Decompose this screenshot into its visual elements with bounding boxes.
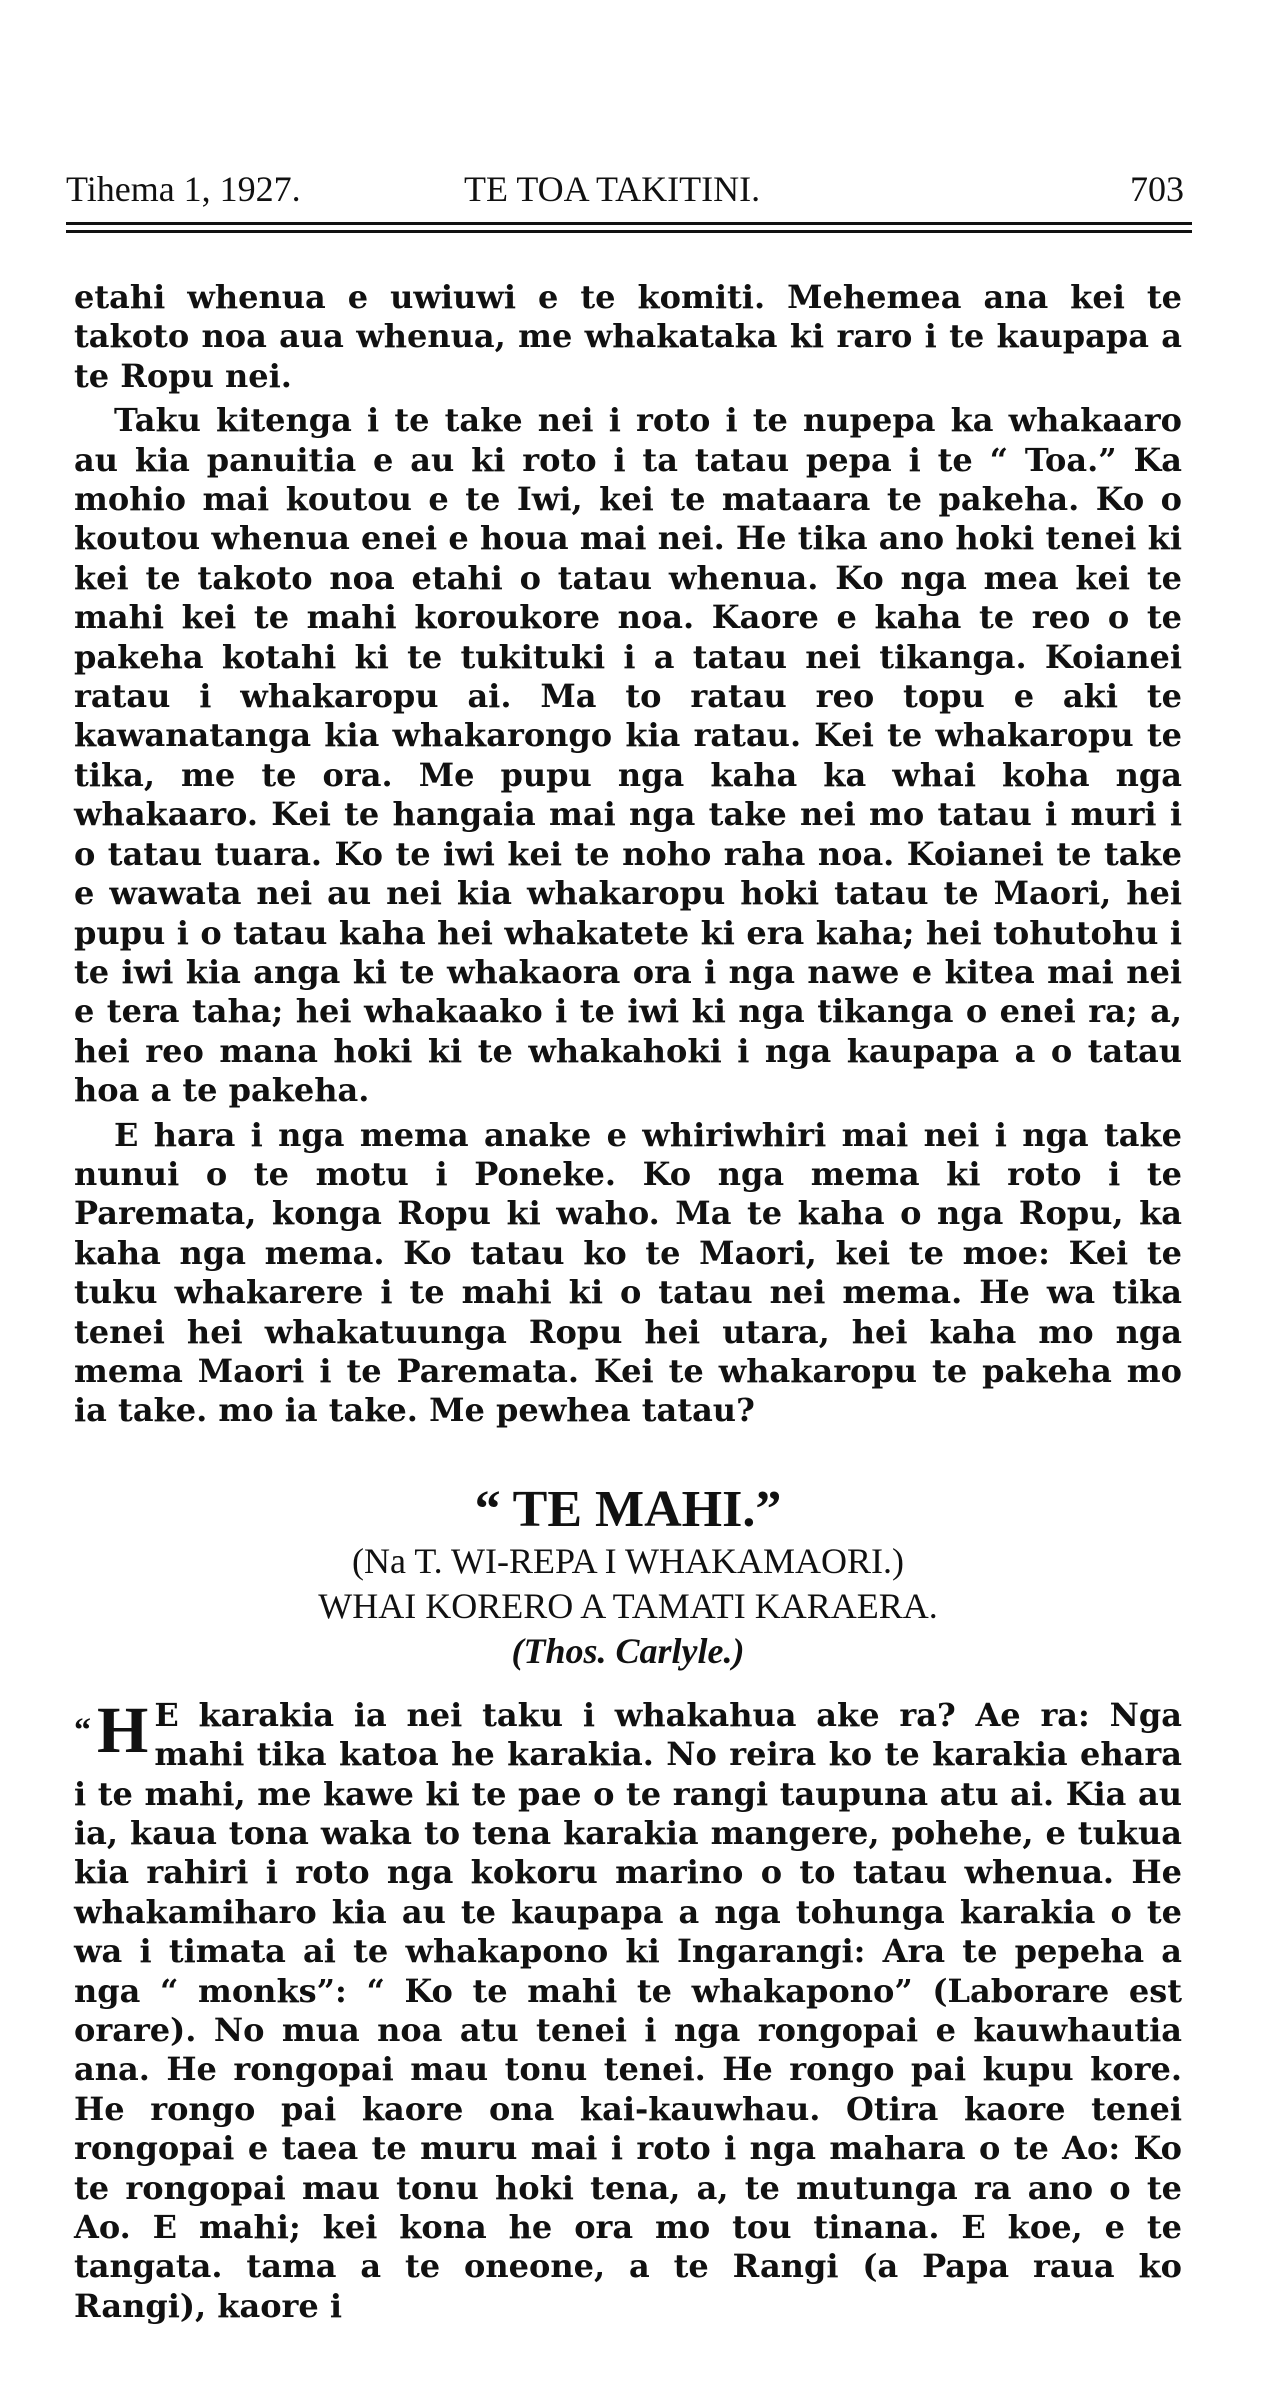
section-subtitle: WHAI KORERO A TAMATI KARAERA. <box>318 1585 938 1626</box>
page-number: 703 <box>1130 169 1184 209</box>
section-byline: (Na T. WI-REPA I WHAKAMAORI.) <box>352 1540 904 1581</box>
essay-paragraph <box>74 1693 1182 2327</box>
page-header <box>66 168 1192 216</box>
header-rule-bottom <box>66 230 1192 233</box>
paragraph-continued: etahi whenua e uwiuwi e te komiti. Mehemea ana kei te takoto noa aua whenua, me whakataka ki raro i te kaupapa a te Ropu nei. <box>74 278 1182 395</box>
paragraph: E hara i nga mema anake e whiriwhiri mai nei i nga take nunui o te motu i Poneke. Ko nga mema ki roto i te Paremata, konga Ropu ki waho. Ma te kaha o nga Ropu, ka kaha nga mema. Ko tatau ko te Maori, kei te moe: Kei te tuku whakarere i te mahi ki o tatau nei mema. He wa tika tenei hei whakatuunga Ropu hei utara, hei kaha mo nga mema Maori i te Paremata. Kei te whakaropu te pakeha mo ia take. mo ia take. Me pewhea tatau? <box>74 1115 1182 1430</box>
section-source: (Thos. Carlyle.) <box>511 1630 745 1671</box>
paragraph: Taku kitenga i te take nei i roto i te nupepa ka whakaaro au kia panuitia e au ki roto i ta tatau pepa i te “ Toa.” Ka mohio mai koutou e te Iwi, kei te mataara te pakeha. Ko o koutou whenua enei e houa mai nei. He tika ano hoki tenei ki kei te takoto noa etahi o tatau whenua. Ko nga mea kei te mahi kei te mahi koroukore noa. Kaore e kaha te reo o te pakeha kotahi ki te tukituki i a tatau nei tikanga. Koianei ratau i whakaropu ai. Ma to ratau reo topu e aki te kawanatanga kia whakarongo kia ratau. Kei te whakaropu te tika, me te ora. Me pupu nga kaha ka whai koha nga whakaaro. Kei te hangaia mai nga take nei mo tatau i muri i o tatau tuara. Ko te iwi kei te noho raha noa. Koianei te take e wawata nei au nei kia whakaropu hoki tatau te Maori, hei pupu i o tatau kaha hei whakatete ki era kaha; hei tohutohu i te iwi kia anga ki te whakaora ora i nga nawe e kitea mai nei e tera taha; hei whakaako i te iwi ki nga tikanga o enei ra; a, hei reo mana hoki ki te whakahoki i nga kaupapa a o tatau hoa a te pakeha. <box>74 401 1182 1110</box>
drop-cap <box>74 1693 149 1770</box>
section-title: “ TE MAHI.” <box>474 1480 782 1538</box>
article-body <box>74 278 1182 2326</box>
drop-cap-quote: “ <box>74 1711 91 1749</box>
drop-cap-letter: H <box>97 1693 149 1767</box>
header-date: Tihema 1, 1927. <box>66 169 301 209</box>
header-rule-top <box>66 222 1192 225</box>
section-heading <box>74 1481 1182 1674</box>
header-title: TE TOA TAKITINI. <box>464 169 761 209</box>
essay-text: E karakia ia nei taku i whakahua ake ra? Ae ra: Nga mahi tika katoa he karakia. No reira ko te karakia ehara i te mahi, me kawe ki te pae o te rangi taupuna atu ai. Kia au ia, kaua tona waka to tena karakia mangere, pohehe, e tukua kia rahiri i roto nga kokoru marino o to tatau whenua. He whakamiharo kia au te kaupapa a nga tohunga karakia o te wa i timata ai te whakapono ki Ingarangi: Ara te pepeha a nga “ monks”: “ Ko te mahi te whakapono” (Laborare est orare). No mua noa atu tenei i nga rongopai e kauwhautia ana. He rongopai mau tonu tenei. He rongo pai kupu kore. He rongo pai kaore ona kai-kauwhau. Otira kaore tenei rongopai e taea te muru mai i roto i nga mahara o te Ao: Ko te rongopai mau tonu hoki tena, a, te mutunga ra ano o te Ao. E mahi; kei kona he ora mo tou tinana. E koe, e te tangata. tama a te oneone, a te Rangi (a Papa raua ko Rangi), kaore i <box>74 1695 1182 2325</box>
